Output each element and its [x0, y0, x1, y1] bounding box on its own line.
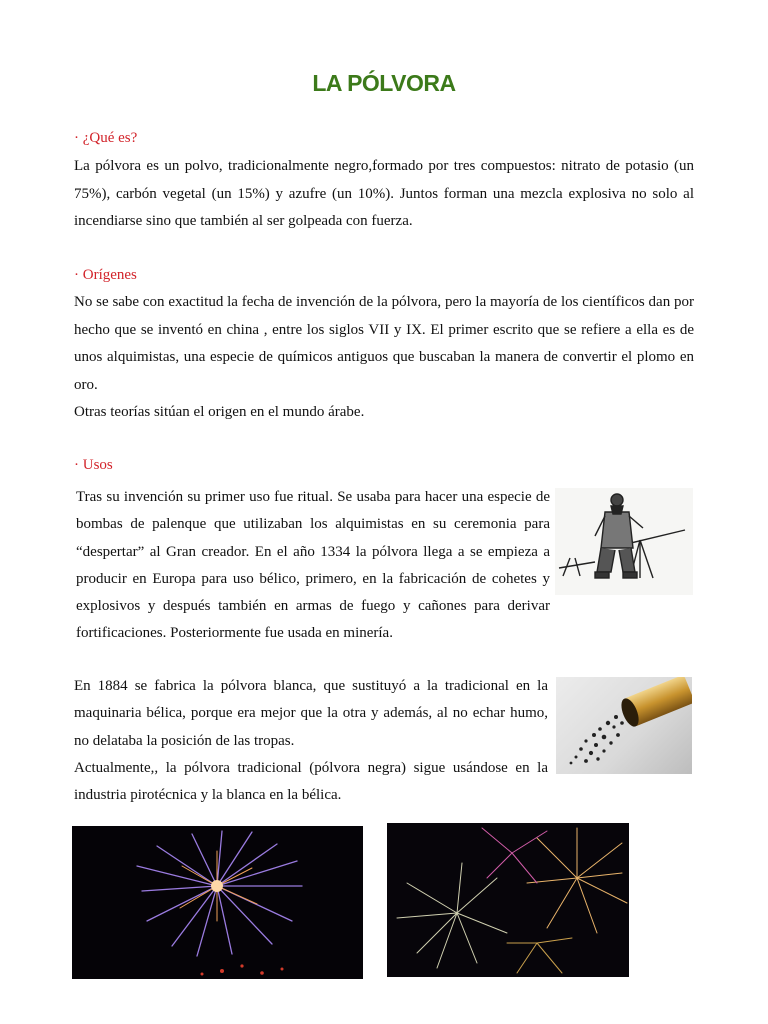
paragraph-usos-1: Tras su invención su primer uso fue ritual. Se usaba para hacer una especie de bombas de palenque que utilizaban los alquimistas en su ceremonia para “despertar” al Gran creador. En el año 1334 la pólvora llega a se empieza a producir en Europa para uso bélico, primero, en la fabricación de cohetes y explosivos y después también en armas de fuego y cañones para derivar fortificaciones. Posteriormente fue usada en minería.	[76, 489, 550, 642]
firework-photo-right	[387, 823, 629, 977]
paragraph-origenes: No se sabe con exactitud la fecha de invención de la pólvora, pero la mayoría de los científicos dan por hecho que se inventó en china , entre los siglos VII y IX. El primer escrito que se refiere a ella es de unos alquimistas, una especie de químicos antiguos que buscaban la manera de convertir el plomo en oro.	[74, 294, 694, 393]
paragraph-usos-3: Actualmente,, la pólvora tradicional (pólvora negra) sigue usándose en la industria pirotécnica y la blanca en la bélica.	[74, 760, 548, 804]
section-heading-usos: · Usos	[74, 457, 113, 473]
page-title: LA PÓLVORA	[312, 70, 456, 96]
section-heading-origenes: · Orígenes	[74, 267, 137, 283]
paragraph-que-es: La pólvora es un polvo, tradicionalmente negro,formado por tres compuestos: nitrato de potasio (un 75%), carbón vegetal (un 15%) y azufre (un 10%). Juntos forman una mezcla explosiva no solo al incendiarse sino que también al ser golpeada con fuerza.	[74, 158, 694, 229]
paragraph-origenes-2: Otras teorías sitúan el origen en el mundo árabe.	[74, 404, 365, 420]
section-heading-que-es: · ¿Qué es?	[74, 130, 138, 146]
warrior-cannon-illustration	[555, 488, 693, 595]
bullet-powder-photo	[556, 677, 692, 774]
paragraph-usos-2: En 1884 se fabrica la pólvora blanca, que sustituyó a la tradicional en la maquinaria bélica, porque era mejor que la otra y además, al no echar humo, no delataba la posición de las tropas.	[74, 678, 548, 749]
firework-photo-left	[72, 826, 363, 979]
